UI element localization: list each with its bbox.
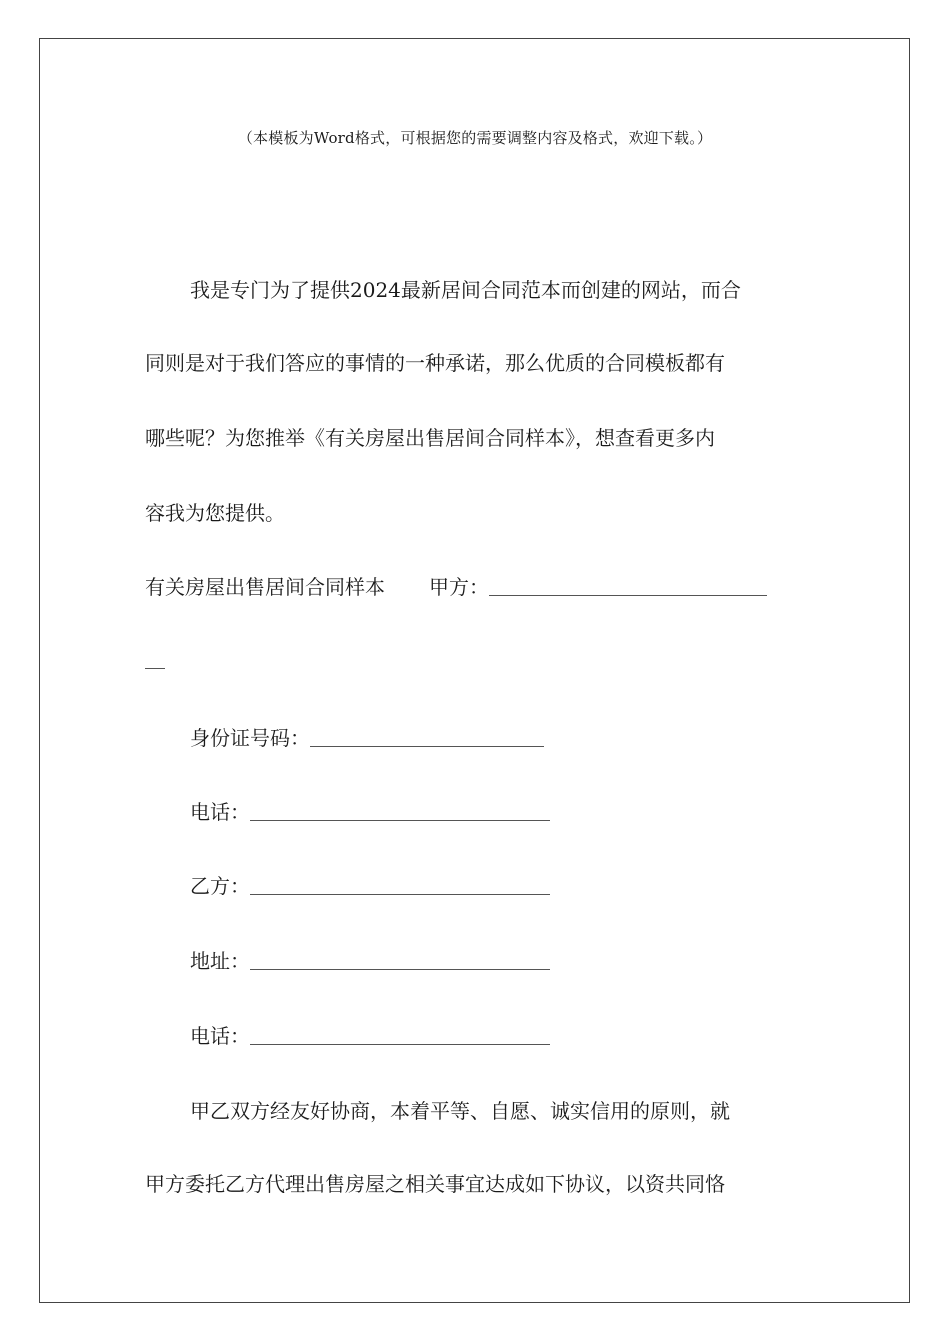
party-a-label: 甲方：: [429, 575, 489, 599]
address-blank[interactable]: [250, 949, 550, 970]
phone-a-blank[interactable]: [250, 800, 550, 821]
id-number-row: [190, 724, 850, 752]
phone-b-label: 电话：: [190, 1024, 250, 1048]
id-number-blank[interactable]: [310, 726, 544, 747]
phone-b-row: [190, 1022, 850, 1050]
party-a-blank-continuation: [145, 668, 165, 669]
intro-line-1: 我是专门为了提供2024最新居间合同范本而创建的网站，而合: [190, 278, 741, 302]
address-label: 地址：: [190, 949, 250, 973]
template-note: （本模板为Word格式，可根据您的需要调整内容及格式，欢迎下载。）: [237, 129, 713, 147]
contract-title-row: [145, 573, 805, 601]
intro-line-4: 容我为您提供。: [145, 501, 285, 525]
phone-b-blank[interactable]: [250, 1024, 550, 1045]
phone-a-row: [190, 798, 850, 826]
id-number-label: 身份证号码：: [190, 726, 310, 750]
intro-line-3: 哪些呢？为您推举《有关房屋出售居间合同样本》，想查看更多内: [145, 426, 715, 450]
address-row: [190, 947, 850, 975]
body-line-2: 甲方委托乙方代理出售房屋之相关事宜达成如下协议，以资共同恪: [145, 1172, 725, 1196]
party-b-blank[interactable]: [250, 874, 550, 895]
intro-line-2: 同则是对于我们答应的事情的一种承诺，那么优质的合同模板都有: [145, 351, 725, 375]
party-b-label: 乙方：: [190, 874, 250, 898]
party-b-row: [190, 872, 850, 900]
body-line-1: 甲乙双方经友好协商，本着平等、自愿、诚实信用的原则，就: [190, 1099, 730, 1123]
party-a-blank[interactable]: [489, 575, 767, 596]
contract-title: 有关房屋出售居间合同样本: [145, 575, 385, 599]
phone-a-label: 电话：: [190, 800, 250, 824]
